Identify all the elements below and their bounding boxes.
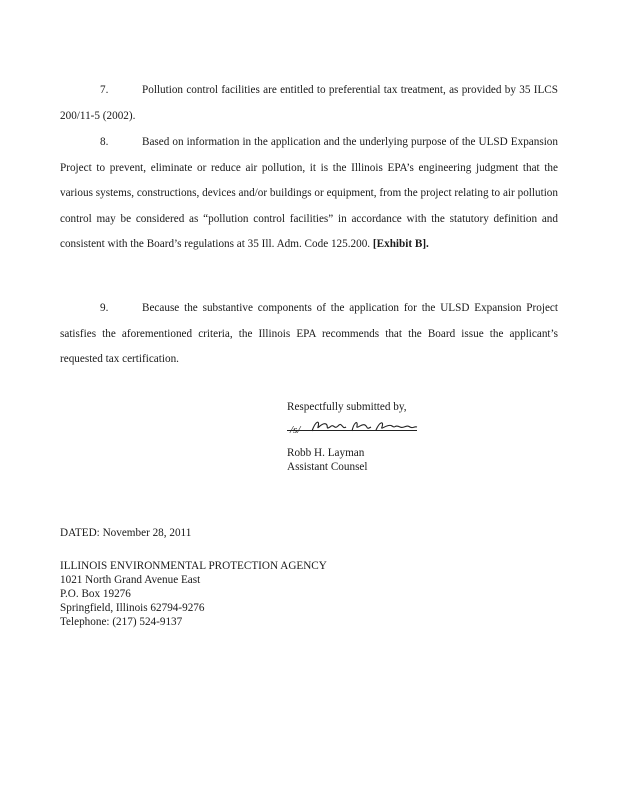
agency-po-box: P.O. Box 19276 [60, 588, 131, 600]
signature-image [310, 418, 420, 434]
agency-phone: Telephone: (217) 524-9137 [60, 616, 183, 628]
paragraph-number: 8. [100, 136, 109, 148]
paragraph-7 [60, 78, 558, 129]
paragraph-number: 9. [100, 302, 109, 314]
agency-street: 1021 North Grand Avenue East [60, 574, 201, 586]
valediction: Respectfully submitted by, [287, 401, 407, 413]
exhibit-reference: [Exhibit B]. [372, 238, 429, 251]
signature-line [287, 430, 417, 431]
paragraph-text: Based on information in the application and the underlying purpose of the ULSD Expansion Project to prevent, eliminate or reduce air pollution, it is the Illinois EPA’s engineering judgment that the various systems, constructions, devices and/or buildings or equipment, from the project relating to air pollution control may be considered as “pollution control facilities” in accordance with the statutory definition and consistent with the Board’s regulations at 35 Ill. Adm. Code 125.200. [60, 136, 558, 251]
signature-prefix: /s/ [290, 424, 301, 436]
paragraph-9 [60, 296, 558, 373]
agency-name: ILLINOIS ENVIRONMENTAL PROTECTION AGENCY [60, 560, 327, 572]
agency-city: Springfield, Illinois 62794-9276 [60, 602, 205, 614]
paragraph-text: Because the substantive components of the application for the ULSD Expansion Project satisfies the aforementioned criteria, the Illinois EPA recommends that the Board issue the applicant’s requested tax certification. [60, 302, 558, 366]
signer-name: Robb H. Layman [287, 447, 365, 459]
paragraph-number: 7. [100, 84, 109, 96]
dated-line: DATED: November 28, 2011 [60, 527, 192, 539]
signer-title: Assistant Counsel [287, 461, 368, 473]
paragraph-8 [60, 130, 558, 258]
paragraph-text: Pollution control facilities are entitled to preferential tax treatment, as provided by 35 ILCS 200/11-5 (2002). [60, 84, 558, 122]
